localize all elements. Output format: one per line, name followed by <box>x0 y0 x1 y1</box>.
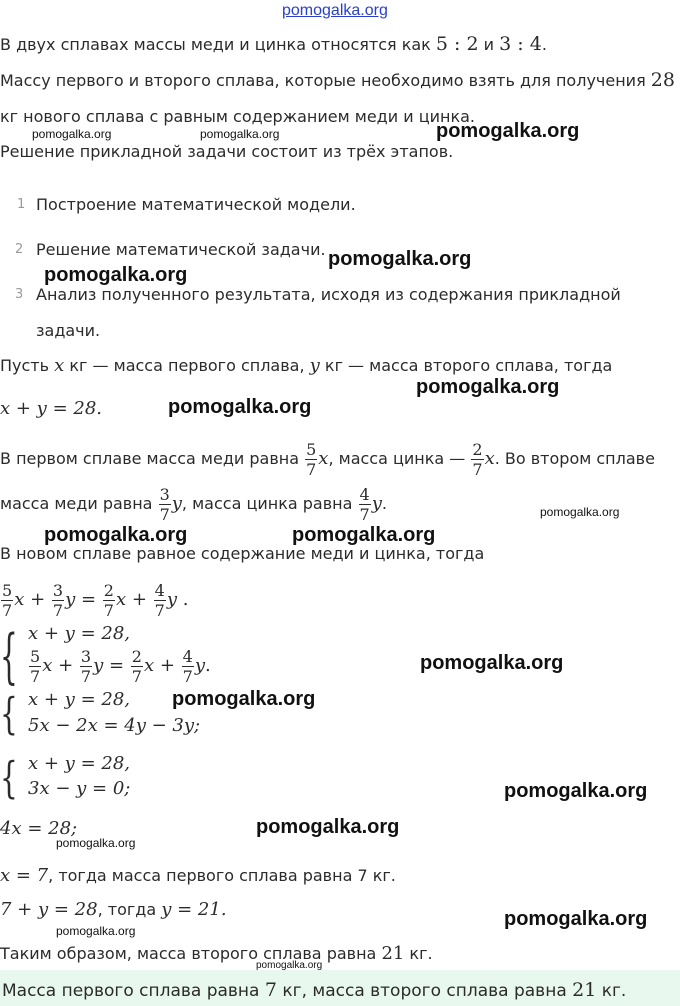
conclusion-pre: Таким образом, масса второго сплава равна <box>0 944 382 963</box>
conclusion-line <box>0 944 433 964</box>
problem-text-2: Массу первого и второго сплава, которые необходимо взять для получения <box>0 71 651 90</box>
frac-den: 7 <box>2 601 13 620</box>
result-2-math: x = 7 <box>0 865 49 886</box>
intro-text: Решение прикладной задачи состоит из трёх этапов. <box>0 142 454 161</box>
frac-num: 2 <box>131 647 142 666</box>
frac-num: 5 <box>2 581 13 600</box>
watermark: pomogalka.org <box>200 127 280 141</box>
system-brace-2: { <box>0 688 18 740</box>
equation-1: x + y = 28. <box>0 398 102 419</box>
fraction-5-7 <box>1 581 13 620</box>
system-1-eq-1: x + y = 28, <box>28 623 130 644</box>
system-3-eq-2: 3x − y = 0; <box>28 778 131 799</box>
watermark: pomogalka.org <box>420 652 564 674</box>
fraction-2-7 <box>131 647 143 686</box>
var-x: x <box>54 355 65 376</box>
first-mid: , масса цинка — <box>328 449 471 468</box>
watermark: pomogalka.org <box>504 908 648 930</box>
watermark: pomogalka.org <box>32 127 112 141</box>
stage-text-2: Решение математической задачи. <box>36 240 326 259</box>
frac-den: 7 <box>103 601 114 620</box>
problem-line-3: кг нового сплава с равным содержанием меди и цинка. <box>0 107 476 126</box>
frac-num: 3 <box>159 485 170 504</box>
system-2-eq-1: x + y = 28, <box>28 689 130 710</box>
watermark: pomogalka.org <box>256 816 400 838</box>
fraction-5-7 <box>29 647 41 686</box>
frac-num: 3 <box>52 581 64 600</box>
fraction-3-7 <box>80 647 92 686</box>
var-y: y <box>171 493 182 514</box>
frac-num: 2 <box>103 581 114 600</box>
frac-den: 7 <box>154 601 165 620</box>
var-x: x <box>484 448 495 469</box>
stage-text-1: Построение математической модели. <box>36 195 356 214</box>
var-x: x <box>143 655 155 676</box>
frac-num: 4 <box>359 485 370 504</box>
watermark: pomogalka.org <box>56 836 136 850</box>
and-text: и <box>478 35 500 54</box>
watermark: pomogalka.org <box>44 264 188 286</box>
stage-number-1: 1 <box>17 197 26 212</box>
second-mid: , масса цинка равна <box>181 494 358 513</box>
answer-n2: 21 <box>572 979 597 1001</box>
stage-number-2: 2 <box>15 242 24 257</box>
stage-text-3: Анализ полученного результата, исходя из содержания прикладной <box>36 285 621 304</box>
frac-den: 7 <box>472 460 483 479</box>
frac-den: 7 <box>52 601 64 620</box>
system-1-eq-2: $\frac{5}{7}$ x + $\frac{3}{7}$ y = $\frac{2}{7}$ x + $\frac{4}{7}$ y. <box>30 647 211 686</box>
let-pre: Пусть <box>0 356 55 375</box>
watermark: pomogalka.org <box>168 396 312 418</box>
fraction-2-7 <box>471 440 483 479</box>
dot: . <box>541 35 547 54</box>
stage-text-3-cont: задачи. <box>36 321 101 340</box>
fraction-4-7 <box>182 647 194 686</box>
var-y: y <box>194 655 205 676</box>
stage-number-3: 3 <box>15 287 24 302</box>
let-line <box>0 356 612 376</box>
frac-den: 7 <box>182 667 193 686</box>
let-mid-1: кг — масса первого сплава, <box>64 356 310 375</box>
first-post: . Во втором сплаве <box>494 449 655 468</box>
let-mid-2: кг — масса второго сплава, тогда <box>319 356 613 375</box>
new-alloy-text: В новом сплаве равное содержание меди и цинка, тогда <box>0 544 485 563</box>
frac-den: 7 <box>80 667 92 686</box>
answer-post: кг. <box>596 981 627 1001</box>
var-x: x <box>42 655 53 676</box>
ratio-1: 5 : 2 <box>435 33 479 55</box>
second-pre: масса меди равна <box>0 494 158 513</box>
first-pre: В первом сплаве масса меди равна <box>0 449 305 468</box>
fraction-4-7 <box>359 485 371 524</box>
var-y: y <box>371 493 382 514</box>
problem-text: В двух сплавах массы меди и цинка относятся как <box>0 35 436 54</box>
watermark: pomogalka.org <box>256 960 323 971</box>
fraction-2-7 <box>103 581 115 620</box>
conclusion-num: 21 <box>381 943 405 964</box>
watermark: pomogalka.org <box>56 924 136 938</box>
watermark: pomogalka.org <box>540 505 620 519</box>
var-y: y <box>65 589 76 610</box>
result-1: 4x = 28; <box>0 818 78 839</box>
frac-den: 7 <box>359 505 370 524</box>
answer-pre: Масса первого сплава равна <box>2 981 265 1001</box>
second-alloy-line <box>0 478 387 530</box>
frac-den: 7 <box>131 667 142 686</box>
system-brace-1: { <box>0 622 18 692</box>
second-post: . <box>381 494 387 513</box>
frac-num: 5 <box>306 440 317 459</box>
result-3-math: 7 + y = 28 <box>0 899 98 920</box>
conclusion-post: кг. <box>404 944 433 963</box>
frac-num: 4 <box>182 647 193 666</box>
problem-line-2 <box>0 70 675 91</box>
result-2-text: , тогда масса первого сплава равна 7 кг. <box>48 866 396 885</box>
watermark: pomogalka.org <box>172 688 316 710</box>
problem-line-1 <box>0 34 547 55</box>
var-x: x <box>318 448 329 469</box>
result-3-line <box>0 900 227 920</box>
var-x: x <box>14 589 25 610</box>
var-y: y <box>93 655 104 676</box>
frac-den: 7 <box>159 505 170 524</box>
result-3-text: , тогда <box>97 900 162 919</box>
watermark-top-link[interactable]: pomogalka.org <box>282 2 388 19</box>
frac-num: 5 <box>30 647 41 666</box>
watermark: pomogalka.org <box>44 524 188 546</box>
fraction-5-7 <box>305 440 317 479</box>
answer-n1: 7 <box>264 979 277 1001</box>
var-x: x <box>115 589 127 610</box>
frac-num: 4 <box>154 581 165 600</box>
answer-line <box>2 980 626 1001</box>
fraction-4-7 <box>154 581 166 620</box>
watermark: pomogalka.org <box>416 376 560 398</box>
var-y: y <box>166 589 177 610</box>
result-3-math-2: y = 21. <box>161 899 227 920</box>
frac-den: 7 <box>30 667 41 686</box>
fraction-3-7 <box>159 485 171 524</box>
fraction-3-7 <box>52 581 64 620</box>
watermark: pomogalka.org <box>292 524 436 546</box>
frac-num: 2 <box>472 440 483 459</box>
frac-den: 7 <box>306 460 317 479</box>
watermark: pomogalka.org <box>328 248 472 270</box>
watermark: pomogalka.org <box>504 780 648 802</box>
system-2-eq-2: 5x − 2x = 4y − 3y; <box>28 715 201 736</box>
frac-num: 3 <box>80 647 92 666</box>
system-brace-3: { <box>0 752 18 804</box>
result-2-line <box>0 866 396 886</box>
var-y: y <box>309 355 320 376</box>
mass-value: 28 <box>650 69 675 91</box>
system-3-eq-1: x + y = 28, <box>28 753 130 774</box>
watermark: pomogalka.org <box>436 120 580 142</box>
ratio-2: 3 : 4 <box>499 33 542 55</box>
equation-2: $\frac{5}{7}$ x + $\frac{3}{7}$ y = $\frac{2}{7}$ x + $\frac{4}{7}$ y . <box>2 581 189 620</box>
answer-mid: кг, масса второго сплава равна <box>276 981 573 1001</box>
